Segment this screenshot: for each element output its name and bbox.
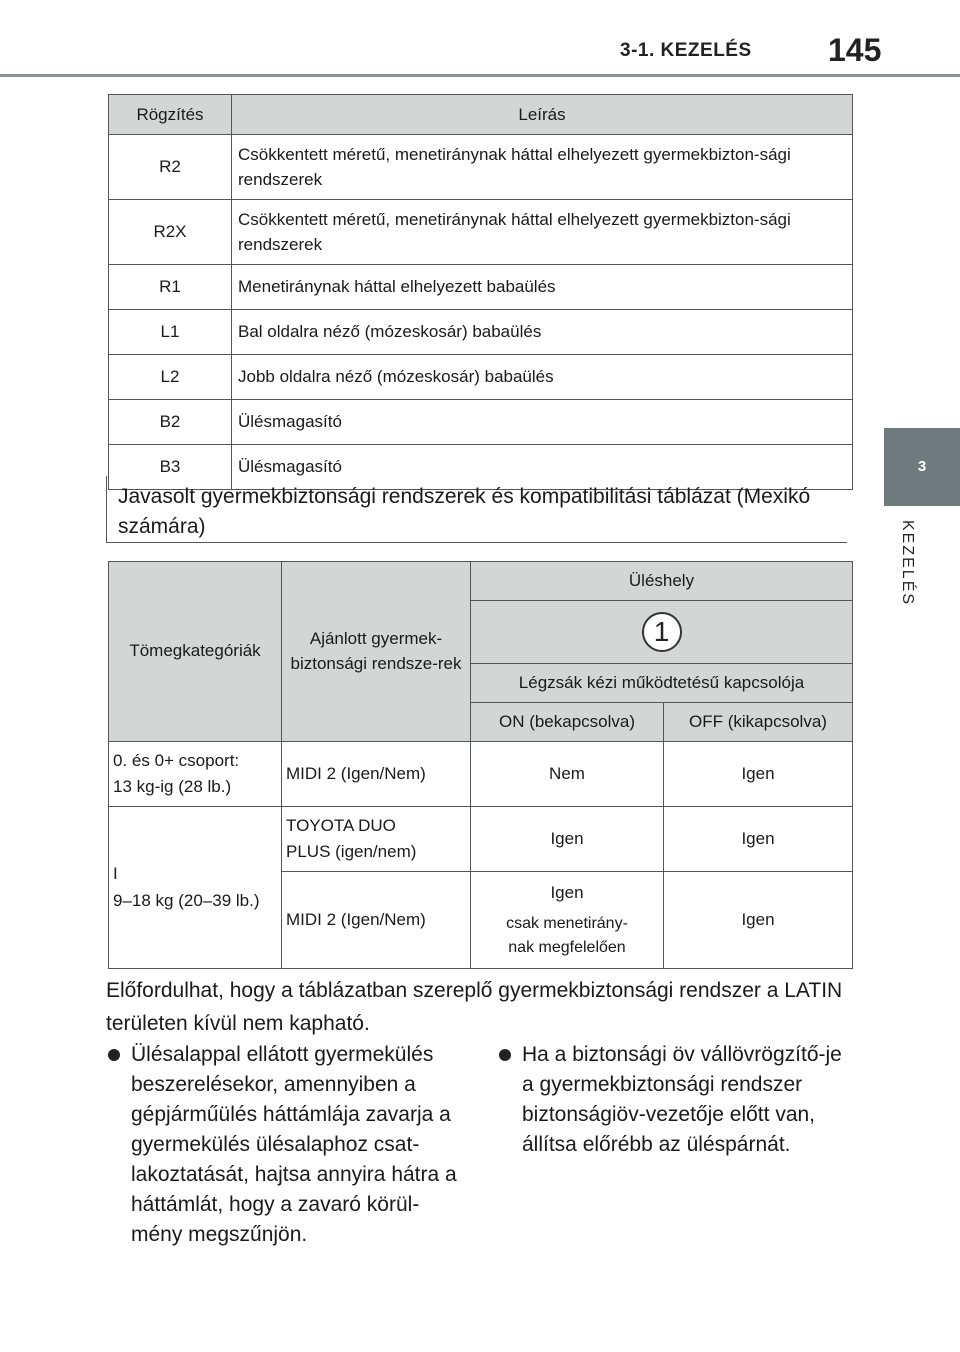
anchorage-table [108,94,853,490]
fixing-description: Csökkentett méretű, menetiránynak háttal elhelyezett gyermekbizton-sági rendszerek [232,135,853,200]
table-header-row [109,95,853,135]
col-header-seat-position: Üléshely [471,562,853,601]
mass-group-line: I [113,864,118,884]
col-header-description: Leírás [232,95,853,135]
fixing-code: L1 [109,310,232,355]
crs-model-line: TOYOTA DUO [286,815,396,835]
table-row [109,742,853,807]
fixing-description: Csökkentett méretű, menetiránynak háttal elhelyezett gyermekbizton-sági rendszerek [232,200,853,265]
fixing-description: Menetiránynak háttal elhelyezett babaülés [232,265,853,310]
fixing-code: R2X [109,200,232,265]
crs-model [282,807,471,872]
airbag-off-value: Igen [664,742,853,807]
section-title: Javasolt gyermekbiztonsági rendszerek és kompatibilitási táblázat (Mexikó számára) [118,485,811,539]
chapter-label [898,520,934,620]
table-row [109,310,853,355]
col-header-fixing: Rögzítés [109,95,232,135]
airbag-off-value: Igen [664,872,853,969]
mass-group-line: 13 kg-ig (28 lb.) [113,777,232,796]
page-number: 145 [828,32,882,68]
chapter-tab[interactable]: 3 [884,428,960,506]
fixing-description: Bal oldalra néző (mózeskosár) babaülés [232,310,853,355]
compatibility-table [108,561,853,969]
table-header-row [109,562,853,601]
table-row [109,807,853,872]
col-header-airbag-switch: Légzsák kézi működtetésű kapcsolója [471,664,853,703]
fixing-description: Ülésmagasító [232,445,853,490]
airbag-on-value: Igen [471,807,664,872]
mass-group-line: 9–18 kg (20–39 lb.) [113,890,260,910]
fixing-description: Jobb oldalra néző (mózeskosár) babaülés [232,355,853,400]
bullet-dot-icon [499,1049,511,1061]
fixing-code: R2 [109,135,232,200]
col-header-recommended-crs: Ajánlott gyermek-biztonsági rendsze-rek [282,562,471,742]
col-header-off: OFF (kikapcsolva) [664,703,853,742]
fixing-code: L2 [109,355,232,400]
fixing-description: Ülésmagasító [232,400,853,445]
section-header: 3-1. KEZELÉS [620,40,752,61]
airbag-on-line: Igen [550,883,584,903]
seat-number-badge: 1 [642,612,682,652]
airbag-on-value: Nem [471,742,664,807]
table-row [109,265,853,310]
table-row [109,355,853,400]
airbag-off-value: Igen [664,807,853,872]
bullet-text: Ha a biztonsági öv vállövrögzítő-je a gyermekbiztonsági rendszer biztonságiöv-vezetője előtt van, állítsa előrébb az üléspárnát. [522,1043,842,1156]
availability-note: Előfordulhat, hogy a táblázatban szereplő gyermekbiztonsági rendszer a LATIN területen kívül nem kapható. [106,979,843,1036]
bullet-item [108,1040,468,1250]
header-rule [0,74,960,77]
col-header-mass-group: Tömegkategóriák [109,562,282,742]
fixing-code: B2 [109,400,232,445]
bullet-text: Ülésalappal ellátott gyermekülés beszerelésekor, amennyiben a gépjárműülés háttámlája zavarja a gyermekülés ülésalaphoz csat-lakoztatását, hajtsa annyira hátra a háttámlát, hogy a zavaró körül-mény megszűnjön. [131,1043,457,1246]
table-row [109,400,853,445]
crs-model: MIDI 2 (Igen/Nem) [282,742,471,807]
seat-number-cell [471,601,853,664]
airbag-on-note: csak menetirány-nak megfelelően [506,914,628,956]
mass-group-1 [109,807,282,969]
crs-model: MIDI 2 (Igen/Nem) [282,872,471,969]
fixing-code: R1 [109,265,232,310]
table-row [109,135,853,200]
airbag-on-value [471,872,664,969]
col-header-on: ON (bekapcsolva) [471,703,664,742]
fixing-code: B3 [109,445,232,490]
mass-group-line: 0. és 0+ csoport: [113,750,240,770]
bullet-dot-icon [108,1049,120,1061]
bullet-item [499,1040,849,1160]
chapter-label-text: KEZELÉS [899,520,916,607]
crs-model-line: PLUS (igen/nem) [286,842,417,861]
table-row [109,200,853,265]
mass-group-0 [109,742,282,807]
